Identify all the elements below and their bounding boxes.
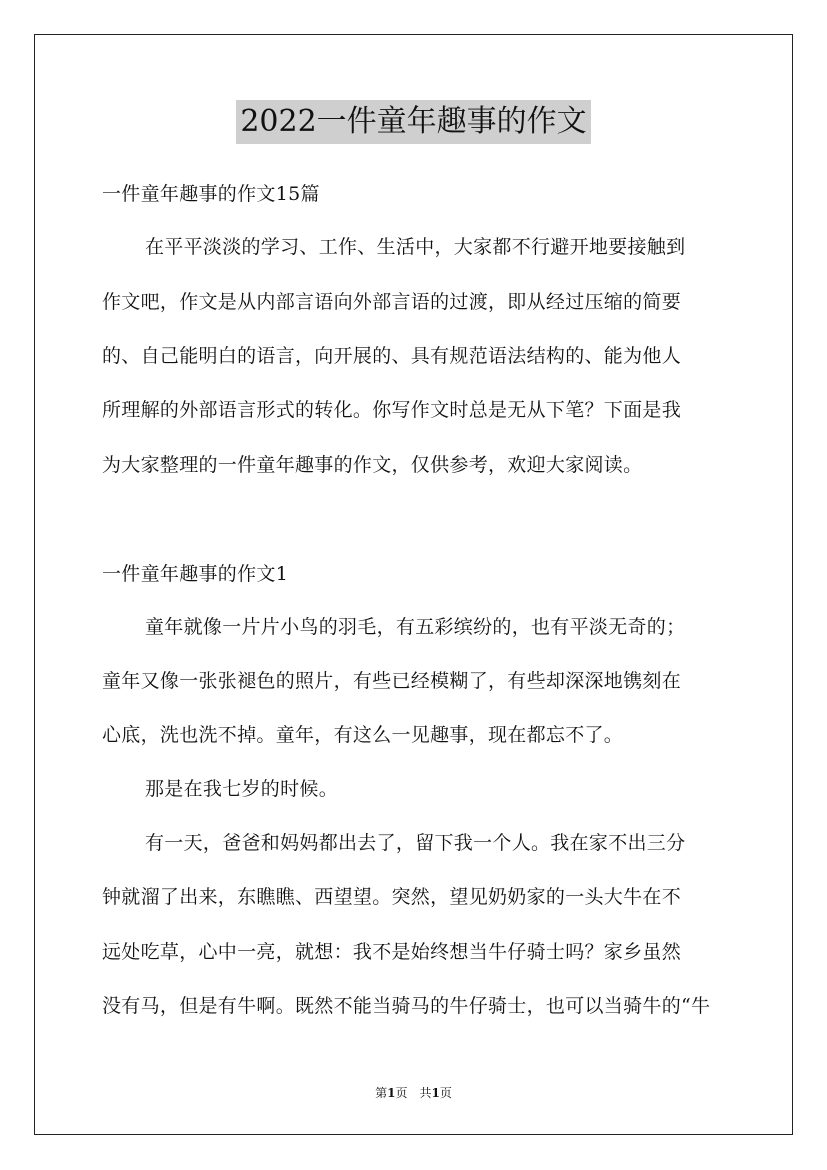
footer-page-total: 1: [431, 1086, 440, 1100]
body-line: 钟就溜了出来，东瞧瞧、西望望。突然，望见奶奶家的一头大牛在不: [102, 886, 682, 908]
intro-line: 的、自己能明白的语言，向开展的、具有规范语法结构的、能为他人: [102, 345, 682, 367]
body-line: 远处吃草，心中一亮，就想：我不是始终想当牛仔骑士吗？家乡虽然: [102, 941, 682, 963]
footer-suffix: 页: [439, 1086, 452, 1100]
intro-line: 作文吧，作文是从内部言语向外部言语的过渡，即从经过压缩的简要: [102, 291, 682, 313]
subtitle: 一件童年趣事的作文15篇: [102, 183, 320, 205]
intro-line: 为大家整理的一件童年趣事的作文，仅供参考，欢迎大家阅读。: [102, 454, 643, 476]
footer-mid: 页 共: [395, 1086, 432, 1100]
body-line: 有一天，爸爸和妈妈都出去了，留下我一个人。我在家不出三分: [145, 832, 686, 854]
body-line: 童年就像一片片小鸟的羽毛，有五彩缤纷的，也有平淡无奇的；: [145, 616, 686, 638]
page-title: 2022一件童年趣事的作文: [236, 100, 590, 144]
title-container: [0, 100, 827, 144]
intro-line: 在平平淡淡的学习、工作、生活中，大家都不行避开地要接触到: [145, 236, 686, 258]
section-heading: 一件童年趣事的作文1: [102, 563, 289, 585]
footer-prefix: 第: [375, 1086, 388, 1100]
page-footer: [0, 1084, 827, 1101]
intro-line: 所理解的外部语言形式的转化。你写作文时总是无从下笔？下面是我: [102, 399, 682, 421]
body-line: 那是在我七岁的时候。: [145, 778, 339, 800]
body-line: 没有马，但是有牛啊。既然不能当骑马的牛仔骑士，也可以当骑牛的“牛: [102, 995, 711, 1017]
footer-page-number: 1: [387, 1086, 396, 1100]
body-line: 心底，洗也洗不掉。童年，有这么一见趣事，现在都忘不了。: [102, 724, 624, 746]
body-line: 童年又像一张张褪色的照片，有些已经模糊了，有些却深深地镌刻在: [102, 670, 682, 692]
